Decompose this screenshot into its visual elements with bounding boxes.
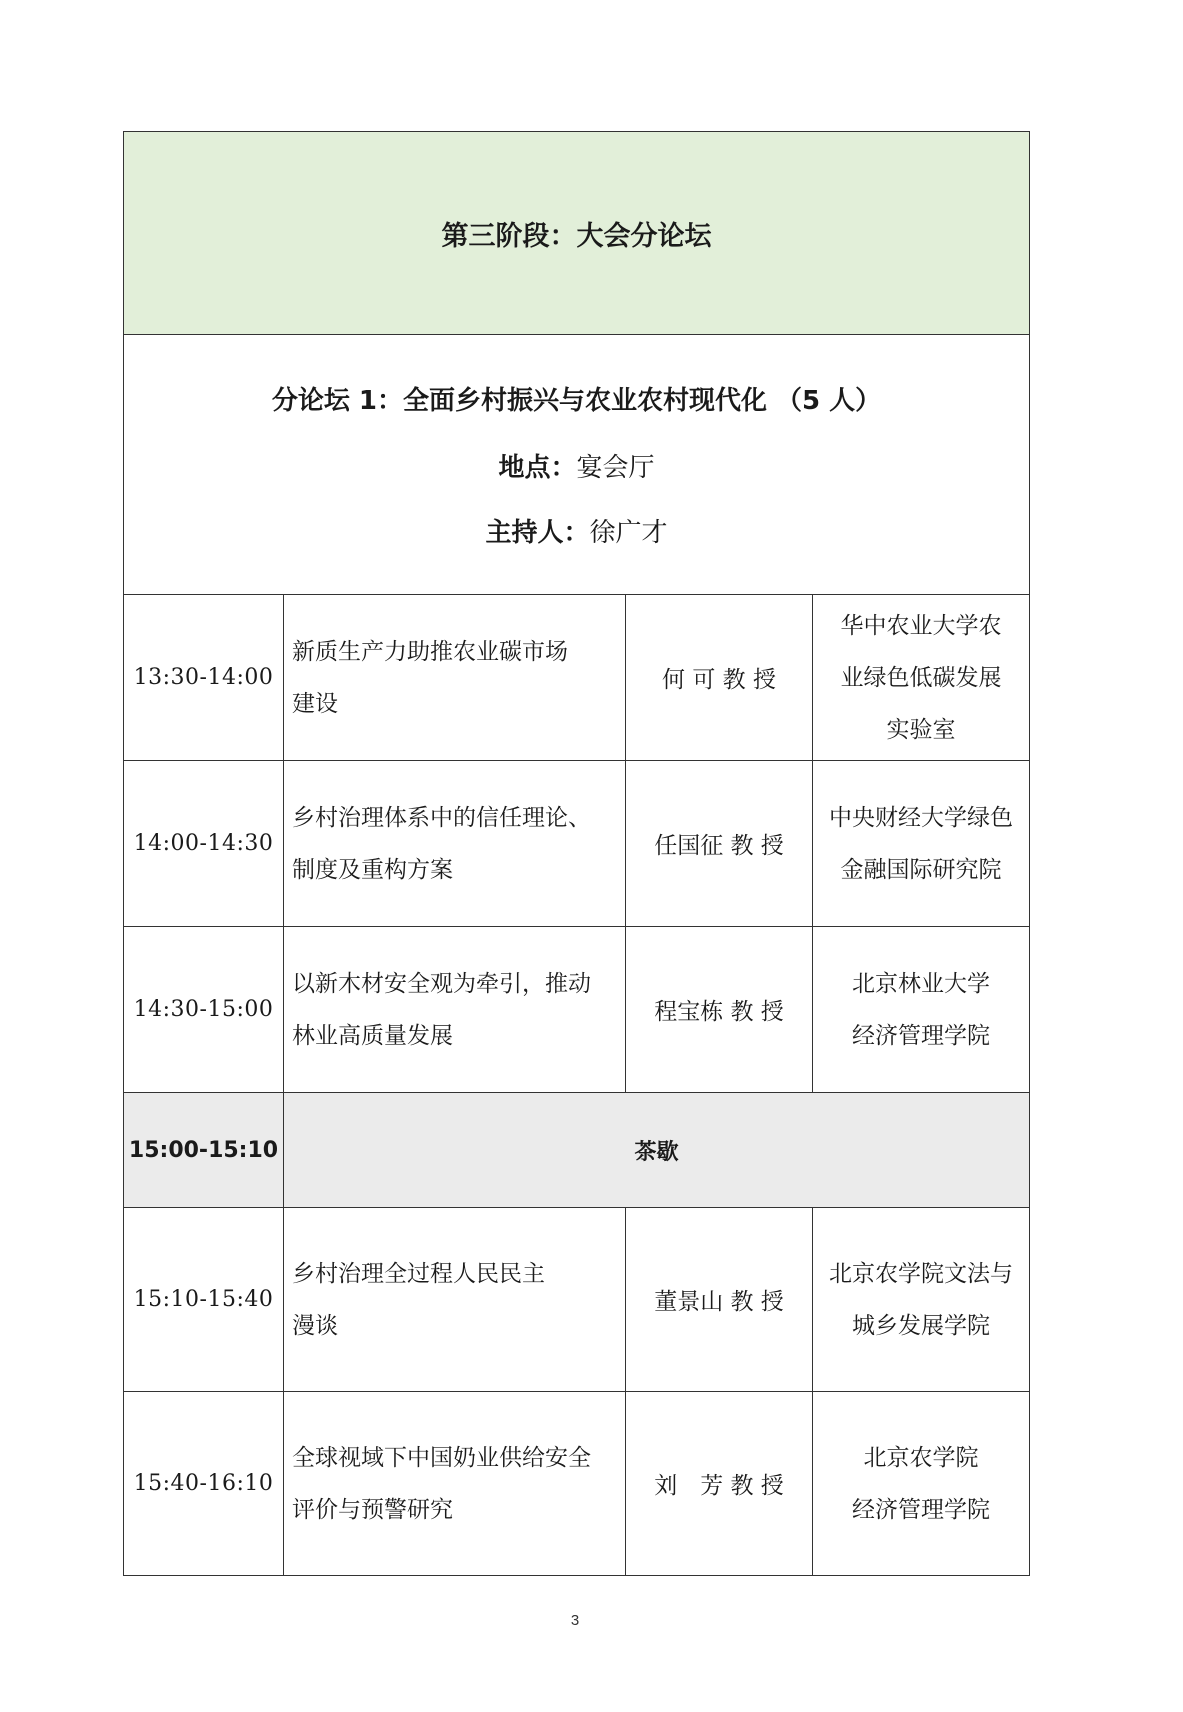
institution-line: 北京林业大学 [852,970,990,997]
topic-line: 全球视域下中国奶业供给安全 [292,1444,591,1471]
session-speaker: 程宝栋 教 授 [626,927,813,1093]
table-row [124,1208,1030,1392]
topic-line: 建设 [292,690,338,717]
session-topic [284,761,626,927]
institution-line: 北京农学院 [863,1444,979,1471]
topic-line: 评价与预警研究 [292,1496,453,1523]
session-topic [284,927,626,1093]
session-institution [813,1208,1030,1392]
session-time: 14:30-15:00 [124,927,284,1093]
topic-line: 制度及重构方案 [292,856,453,883]
topic-line: 漫谈 [292,1312,338,1339]
agenda-table [123,131,1030,1576]
session-institution [813,927,1030,1093]
forum-host [124,512,1029,549]
table-row [124,761,1030,927]
forum-location [124,447,1029,484]
session-time: 15:10-15:40 [124,1208,284,1392]
session-time: 15:40-16:10 [124,1392,284,1576]
institution-line: 城乡发展学院 [852,1312,990,1339]
topic-line: 乡村治理体系中的信任理论、 [292,804,591,831]
table-row [124,595,1030,761]
session-time: 14:00-14:30 [124,761,284,927]
location-value: 宴会厅 [576,453,655,483]
topic-line: 以新木材安全观为牵引，推动 [292,970,591,997]
topic-line: 新质生产力助推农业碳市场 [292,638,568,665]
institution-line: 实验室 [886,716,956,743]
session-topic [284,595,626,761]
break-time: 15:00-15:10 [124,1093,284,1208]
institution-line: 金融国际研究院 [840,856,1002,883]
table-row [124,1392,1030,1576]
session-institution [813,595,1030,761]
page-number: 3 [570,1612,580,1629]
session-institution [813,761,1030,927]
institution-line: 中央财经大学绿色 [829,804,1013,831]
stage-title: 第三阶段：大会分论坛 [124,132,1030,335]
break-label: 茶歇 [284,1093,1030,1208]
topic-line: 乡村治理全过程人民民主 [292,1260,545,1287]
institution-line: 经济管理学院 [852,1496,990,1523]
institution-line: 华中农业大学农 [840,612,1002,639]
host-label: 主持人： [485,518,590,548]
break-row [124,1093,1030,1208]
session-institution [813,1392,1030,1576]
table-row [124,927,1030,1093]
session-topic [284,1392,626,1576]
institution-line: 北京农学院文法与 [829,1260,1013,1287]
institution-line: 业绿色低碳发展 [840,664,1002,691]
session-speaker: 董景山 教 授 [626,1208,813,1392]
session-speaker: 刘 芳 教 授 [626,1392,813,1576]
topic-line: 林业高质量发展 [292,1022,453,1049]
institution-line: 经济管理学院 [852,1022,990,1049]
session-speaker: 任国征 教 授 [626,761,813,927]
location-label: 地点： [498,453,577,483]
forum-info [124,335,1030,595]
session-speaker: 何 可 教 授 [626,595,813,761]
forum-title: 分论坛 1：全面乡村振兴与农业农村现代化 （5 人） [271,386,882,416]
session-time: 13:30-14:00 [124,595,284,761]
host-value: 徐广才 [589,518,668,548]
session-topic [284,1208,626,1392]
